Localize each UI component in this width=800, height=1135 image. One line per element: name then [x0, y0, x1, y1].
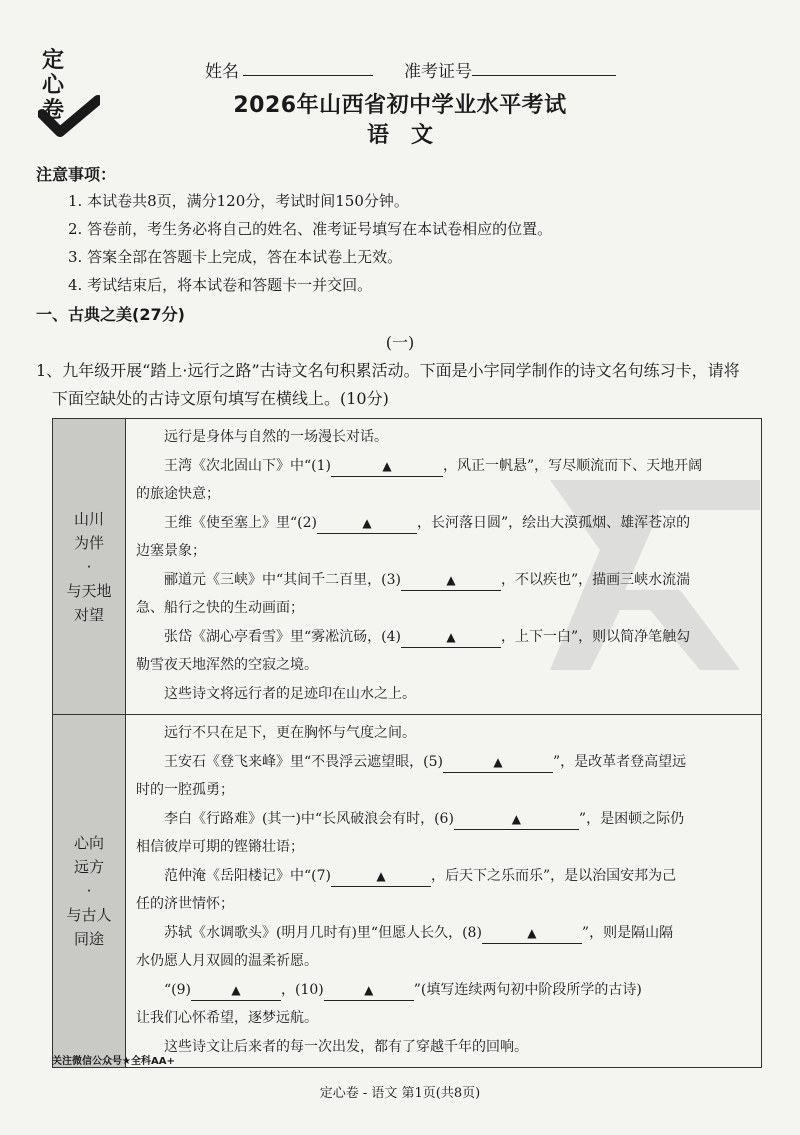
ticket-number-label: 准考证号 — [404, 62, 472, 82]
answer-blank-8[interactable]: ▲ — [482, 923, 582, 944]
notice-title: 注意事项： — [36, 165, 117, 184]
notice-item: 3. 答案全部在答题卡上完成，答在本试卷上无效。 — [68, 248, 403, 266]
answer-blank-7[interactable]: ▲ — [331, 866, 431, 887]
notice-item: 2. 答卷前，考生务必将自己的姓名、准考证号填写在本试卷相应的位置。 — [68, 220, 553, 238]
card-text: 远行是身体与自然的一场漫长对话。 — [164, 429, 388, 445]
notice-item: 4. 考试结束后，将本试卷和答题卡一并交回。 — [68, 276, 373, 294]
answer-blank-4[interactable]: ▲ — [401, 627, 501, 648]
answer-blank-6[interactable]: ▲ — [454, 809, 579, 830]
footer-note: 关注微信公众号★全科AA+ — [52, 1056, 175, 1067]
subject-title: 语文 — [366, 123, 455, 148]
answer-blank-1[interactable]: ▲ — [331, 456, 443, 477]
answer-blank-10[interactable]: ▲ — [324, 980, 414, 1001]
card-side-label: 心向 远方 · 与古人 同途 — [53, 715, 126, 1068]
part-title: (一) — [385, 333, 415, 352]
answer-blank-2[interactable]: ▲ — [317, 513, 417, 534]
card-content: 远行是身体与自然的一场漫长对话。 王湾《次北固山下》中“(1) ▲ ，风正一帆悬”，写尽顺流而下、天地开阔 的旅途快意； 王维《使至塞上》里“(2) ▲ ，长河落日圆”，绘出大漠孤烟、雄浑苍凉的 边塞景象； 郦道元《三峡》中“其间千二百里，(3) ▲ ，不以疾也”，描画三峡水流湍 急、船行之快的生动画面； 张岱《湖心亭看雪》里“雾凇沆砀，(4) ▲ ，上下一白”，则以简净笔触勾 勒雪夜天地浑然的空寂之境。 这些诗文将远行者的足迹印在山水之上。 — [126, 419, 762, 715]
card-content: 远行不只在足下，更在胸怀与气度之间。 王安石《登飞来峰》里“不畏浮云遮望眼，(5) ▲ ”，是改革者登高望远 时的一腔孤勇； 李白《行路难》(其一)中“长风破浪会有时，(6) ▲ ”，是困顿之际仍 相信彼岸可期的铿锵壮语； 范仲淹《岳阳楼记》中“(7) ▲ ，后天下之乐而乐”，是以治国安邦为己 任的济世情怀； 苏轼《水调歌头》(明月几时有)里“但愿人长久，(8) ▲ ”，则是隔山隔 水仍愿人月双圆的温柔祈愿。 “(9) ▲ ，(10) ▲ ”(填写连续两句初中阶段所学的古诗) 让我们心怀希望，逐梦远航。 这些诗文让后来者的每一次出发，都有了穿越千年的回响。 — [126, 715, 762, 1068]
page-footer: 定心卷 - 语文 第1页(共8页) — [319, 1086, 481, 1101]
name-label: 姓名 — [205, 62, 239, 82]
ticket-number-field[interactable] — [472, 57, 616, 76]
answer-blank-9[interactable]: ▲ — [191, 980, 281, 1001]
question-text: 下面空缺处的古诗文原句填写在横线上。(10分) — [52, 389, 389, 408]
answer-blank-5[interactable]: ▲ — [443, 752, 553, 773]
name-field[interactable] — [243, 57, 373, 76]
section-title: 一、古典之美(27分) — [36, 305, 185, 324]
notice-item: 1. 本试卷共8页，满分120分，考试时间150分钟。 — [68, 192, 409, 210]
exam-title: 2026年山西省初中学业水平考试 — [233, 93, 567, 118]
answer-blank-3[interactable]: ▲ — [401, 570, 501, 591]
practice-card — [52, 418, 762, 1068]
question-text: 1、九年级开展“踏上·远行之路”古诗文名句积累活动。下面是小宇同学制作的诗文名句练习卡，请将 — [36, 361, 740, 380]
logo-text: 定心卷 — [42, 47, 65, 123]
card-side-label: 山川 为伴 · 与天地 对望 — [53, 419, 126, 715]
